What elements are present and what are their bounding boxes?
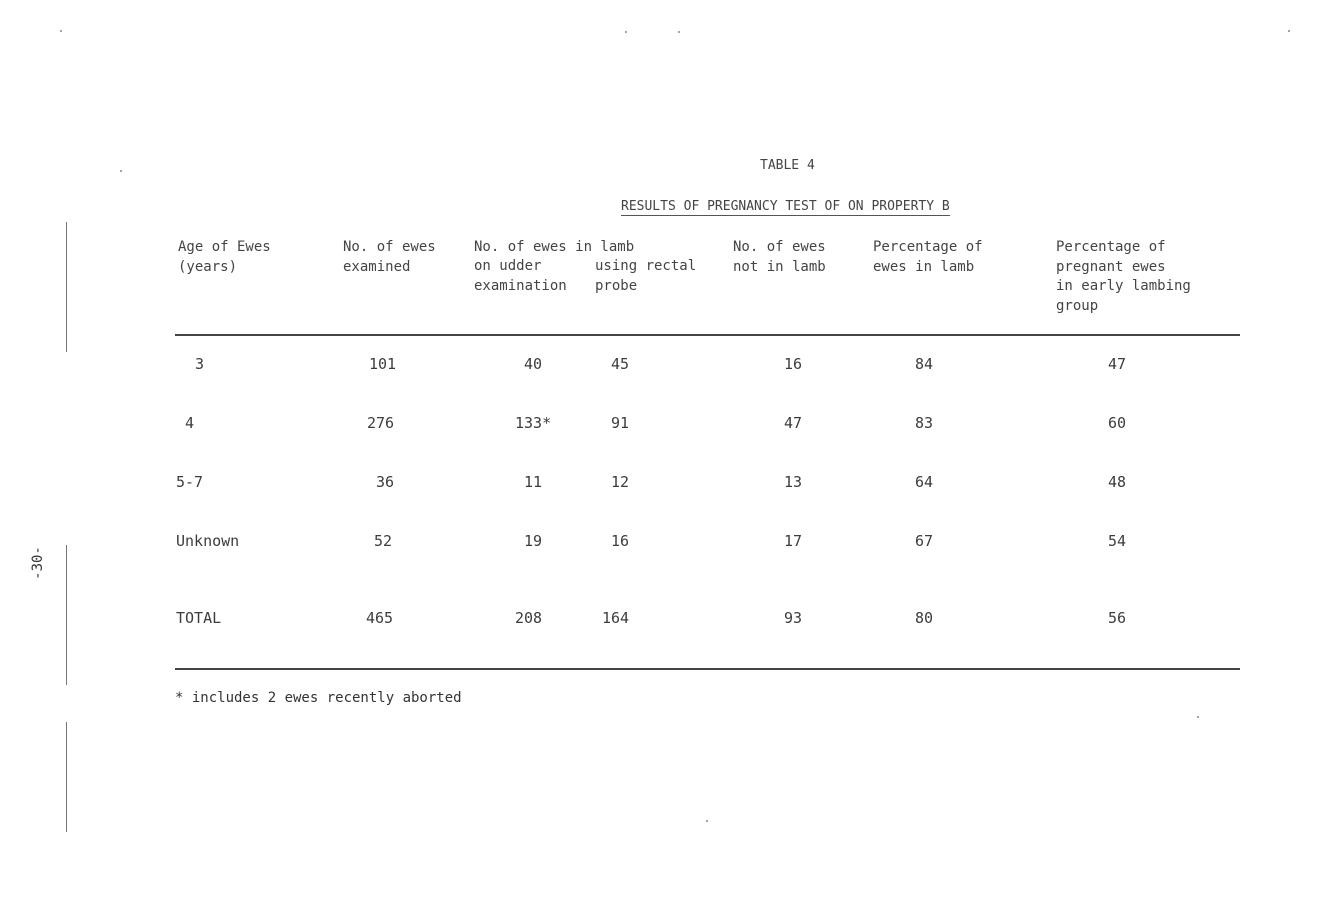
header-not-in-lamb: No. of ewes not in lamb (733, 239, 826, 275)
margin-rule (66, 722, 67, 832)
cell-age: 4 (185, 414, 195, 432)
cell-age: 3 (195, 355, 205, 373)
cell-examined: 465 (366, 609, 394, 627)
cell-pct-early: 60 (1108, 414, 1127, 432)
header-in-lamb-group: No. of ewes in lamb (474, 239, 635, 255)
header-rectal: using rectal probe (595, 258, 697, 294)
margin-rule (66, 545, 67, 685)
scan-speck (678, 31, 680, 33)
cell-age: 5-7 (176, 473, 204, 491)
header-pct-in-lamb: Percentage of ewes in lamb (873, 239, 983, 275)
cell-udder: 19 (524, 532, 543, 550)
cell-pct-in-lamb: 67 (915, 532, 934, 550)
cell-examined: 52 (374, 532, 393, 550)
cell-age: Unknown (176, 532, 240, 550)
cell-pct-early: 56 (1108, 609, 1127, 627)
cell-udder: 133* (515, 414, 552, 432)
cell-examined: 101 (369, 355, 397, 373)
cell-age: TOTAL (176, 609, 222, 627)
cell-rectal: 16 (611, 532, 630, 550)
footnote: * includes 2 ewes recently aborted (175, 690, 462, 706)
cell-pct-in-lamb: 84 (915, 355, 934, 373)
cell-udder: 208 (515, 609, 543, 627)
cell-not-in-lamb: 16 (784, 355, 803, 373)
cell-not-in-lamb: 93 (784, 609, 803, 627)
scan-speck (625, 31, 627, 33)
header-rule (175, 334, 1240, 336)
bottom-rule (175, 668, 1240, 670)
cell-not-in-lamb: 13 (784, 473, 803, 491)
cell-pct-in-lamb: 64 (915, 473, 934, 491)
cell-udder: 40 (524, 355, 543, 373)
cell-rectal: 45 (611, 355, 630, 373)
cell-pct-early: 48 (1108, 473, 1127, 491)
scan-speck (60, 30, 62, 32)
cell-not-in-lamb: 47 (784, 414, 803, 432)
cell-udder: 11 (524, 473, 543, 491)
scan-speck (120, 170, 122, 172)
cell-rectal: 164 (602, 609, 630, 627)
header-pct-early: Percentage of pregnant ewes in early lambing group (1056, 239, 1191, 314)
cell-examined: 36 (376, 473, 395, 491)
table-title: RESULTS OF PREGNANCY TEST OF ON PROPERTY B (621, 199, 950, 214)
cell-pct-early: 47 (1108, 355, 1127, 373)
page-number: -30- (30, 546, 46, 580)
header-age: Age of Ewes (years) (178, 239, 271, 275)
header-examined: No. of ewes examined (343, 239, 436, 275)
header-udder: on udder examination (474, 258, 567, 294)
margin-rule (66, 222, 67, 352)
cell-rectal: 12 (611, 473, 630, 491)
scan-speck (1197, 716, 1199, 718)
cell-not-in-lamb: 17 (784, 532, 803, 550)
cell-pct-early: 54 (1108, 532, 1127, 550)
table-caption: TABLE 4 (760, 158, 815, 173)
scan-speck (1288, 30, 1290, 32)
scan-speck (706, 820, 708, 822)
cell-pct-in-lamb: 83 (915, 414, 934, 432)
cell-pct-in-lamb: 80 (915, 609, 934, 627)
cell-rectal: 91 (611, 414, 630, 432)
cell-examined: 276 (367, 414, 395, 432)
